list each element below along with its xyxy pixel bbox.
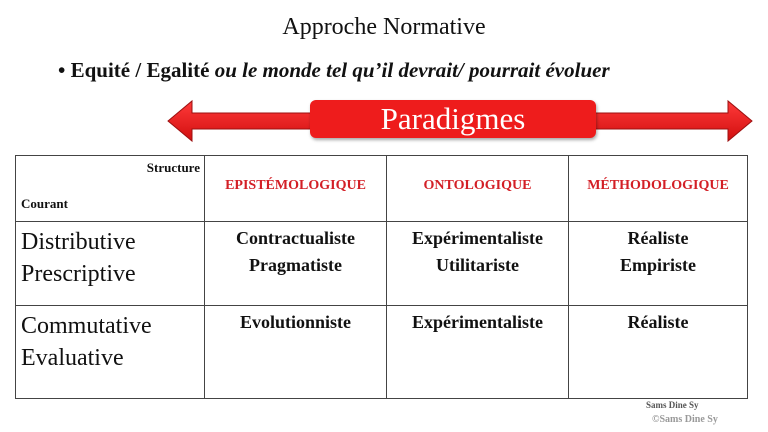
row-label-distributive: Distributive Prescriptive [16,222,205,306]
table-cell: Contractualiste Pragmatiste [205,222,387,306]
column-header-ontologique: ONTOLOGIQUE [387,156,569,222]
watermark-credit: ©Sams Dine Sy [652,414,718,425]
paradigmes-banner: Paradigmes [310,100,596,138]
table-cell: Réaliste [569,306,748,399]
subtitle-italic: ou le monde tel qu’il devrait/ pourrait évoluer [214,58,610,82]
slide-title: Approche Normative [282,14,486,40]
table-cell: Réaliste Empiriste [569,222,748,306]
corner-structure-label: Structure [146,160,200,175]
column-header-methodologique: MÉTHODOLOGIQUE [569,156,748,222]
corner-courant-label: Courant [21,196,68,211]
bullet: • [58,58,66,82]
table-corner-cell [16,156,205,222]
subtitle-bold: Equité / Egalité [70,58,210,82]
author-credit: Sams Dine Sy [646,400,699,410]
column-header-epistemologique: EPISTÉMOLOGIQUE [205,156,387,222]
row-label-commutative: Commutative Evaluative [16,306,205,399]
table-cell: Expérimentaliste [387,306,569,399]
paradigm-table [15,155,748,399]
table-row [16,306,748,399]
table-cell: Expérimentaliste Utilitariste [387,222,569,306]
table-row [16,222,748,306]
table-header-row [16,156,748,222]
table-cell: Evolutionniste [205,306,387,399]
